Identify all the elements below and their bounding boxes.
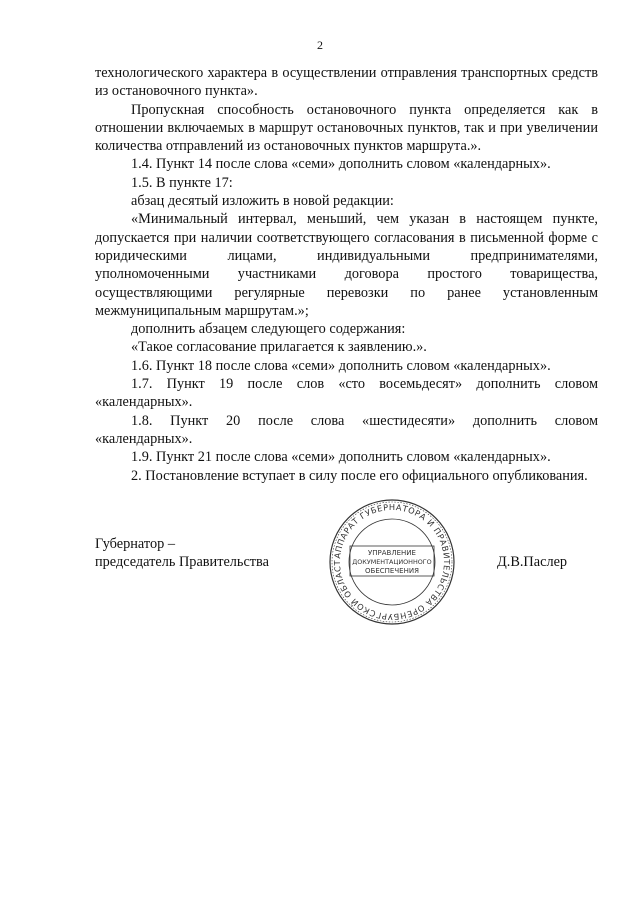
- seal-ring-text: АППАРАТ ГУБЕРНАТОРА И ПРАВИТЕЛЬСТВА ОРЕНБУРГСКОЙ ОБЛАСТ: [331, 501, 453, 623]
- paragraph: дополнить абзацем следующего содержания:: [131, 321, 406, 338]
- paragraph: «Минимальный интервал, меньший, чем указан в настоящем пункте, допускается при наличии соответствующего согласования в письменной форме с юридическими лицами, индивидуальными предпринимателями, уполномоченными участниками договора простого товарищества, осуществляющими регулярные перевозки по ранее установленным межмуниципальным маршрутам.»;: [95, 211, 598, 319]
- paragraph: 1.6. Пункт 18 после слова «семи» дополнить словом «календарных».: [131, 357, 551, 374]
- paragraph: «Такое согласование прилагается к заявлению.».: [131, 339, 427, 356]
- seal-center-line: УПРАВЛЕНИЕ: [368, 549, 416, 557]
- seal-center-line: ОБЕСПЕЧЕНИЯ: [365, 567, 419, 575]
- signatory-title-line: председатель Правительства: [95, 554, 269, 571]
- official-seal: [328, 498, 456, 626]
- document-body: [95, 64, 598, 485]
- signatory-title-line: Губернатор –: [95, 536, 175, 552]
- seal-graphic: [328, 498, 456, 626]
- seal-center-line: ДОКУМЕНТАЦИОННОГО: [352, 558, 432, 566]
- paragraph: абзац десятый изложить в новой редакции:: [131, 193, 394, 210]
- paragraph: 1.9. Пункт 21 после слова «семи» дополнить словом «календарных».: [131, 449, 551, 466]
- paragraph: технологического характера в осуществлении отправления транспортных средств из остановочного пункта».: [95, 65, 598, 100]
- paragraph: 1.7. Пункт 19 после слов «сто восемьдесят» дополнить словом «календарных».: [95, 376, 598, 411]
- paragraph: 1.4. Пункт 14 после слова «семи» дополнить словом «календарных».: [131, 156, 551, 173]
- page-number: 2: [317, 38, 323, 52]
- paragraph: 2. Постановление вступает в силу после его официального опубликования.: [131, 467, 588, 484]
- paragraph: 1.5. В пункте 17:: [131, 174, 233, 191]
- paragraph: 1.8. Пункт 20 после слова «шестидесяти» дополнить словом «календарных».: [95, 412, 598, 447]
- paragraph: Пропускная способность остановочного пункта определяется как в отношении включаемых в маршрут остановочных пунктов, так и при увеличении количества отправлений из остановочных пунктов маршрута.».: [95, 101, 598, 155]
- signatory-title: [95, 535, 269, 572]
- signatory-name: Д.В.Паслер: [497, 554, 568, 570]
